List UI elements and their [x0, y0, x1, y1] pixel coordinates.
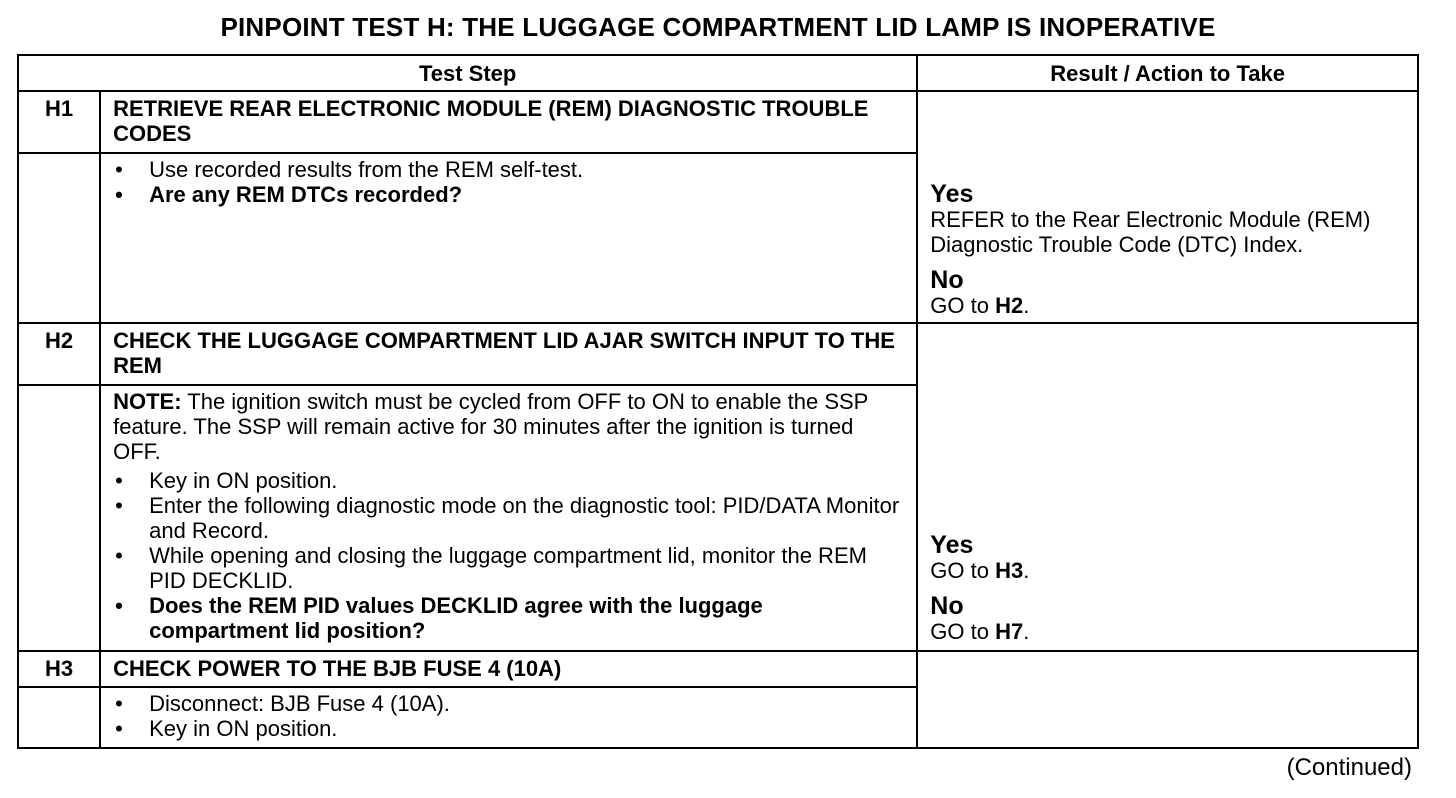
bullet-icon: •: [115, 543, 123, 568]
bullet-icon: •: [115, 716, 123, 741]
h1-no-action: [930, 293, 1405, 318]
h1-no-suffix: .: [1023, 293, 1030, 318]
step-h3-blank-id: [18, 687, 100, 748]
h2-yes-prefix: GO to: [930, 558, 996, 583]
step-id-h3: H3: [18, 651, 100, 687]
h2-no-target: H7: [995, 619, 1024, 644]
list-item: [113, 493, 904, 543]
step-h3-body: [100, 687, 917, 748]
step-h3-heading: CHECK POWER TO THE BJB FUSE 4 (10A): [100, 651, 917, 687]
step-h2-blank-id: [18, 385, 100, 651]
page-title: PINPOINT TEST H: THE LUGGAGE COMPARTMENT LID LAMP IS INOPERATIVE: [220, 12, 1216, 42]
header-result-action: Result / Action to Take: [917, 55, 1418, 91]
step-id-h2: H2: [18, 323, 100, 385]
h1-yes-label: Yes: [930, 180, 974, 208]
list-item: [113, 468, 904, 493]
h2-yes-target: H3: [995, 558, 1024, 583]
h2-bullet-1: Key in ON position.: [149, 468, 338, 493]
step-h3-result: [917, 651, 1418, 748]
h2-yes-label: Yes: [930, 531, 974, 559]
h2-no-action: [930, 619, 1405, 644]
table-header-row: [18, 55, 1418, 91]
bullet-icon: •: [115, 593, 123, 618]
h1-yes-text: REFER to the Rear Electronic Module (REM) Diagnostic Trouble Code (DTC) Index.: [930, 207, 1371, 257]
step-h1-result: [917, 91, 1418, 323]
list-item: [113, 716, 904, 741]
h1-no-label: No: [930, 266, 964, 294]
h1-no-target: H2: [995, 293, 1024, 318]
step-h1-heading: RETRIEVE REAR ELECTRONIC MODULE (REM) DIAGNOSTIC TROUBLE CODES: [100, 91, 917, 153]
bullet-icon: •: [115, 691, 123, 716]
step-id-h1: H1: [18, 91, 100, 153]
h2-yes-action: [930, 558, 1405, 583]
h1-bullet-1: Use recorded results from the REM self-test.: [149, 157, 584, 182]
h2-no-suffix: .: [1023, 619, 1030, 644]
h2-no-label: No: [930, 592, 964, 620]
h2-bullet-4: Does the REM PID values DECKLID agree with the luggage compartment lid position?: [149, 593, 763, 643]
h2-note: [113, 389, 904, 464]
h2-note-label: NOTE:: [113, 389, 182, 414]
list-item: [113, 543, 904, 593]
bullet-icon: •: [115, 468, 123, 493]
header-test-step: Test Step: [18, 55, 917, 91]
step-h2-body: [100, 385, 917, 651]
list-item: [113, 182, 904, 207]
step-h2-heading-row: [18, 323, 1418, 385]
bullet-icon: •: [115, 493, 123, 518]
continued-label: (Continued): [1286, 754, 1412, 781]
h2-no-prefix: GO to: [930, 619, 996, 644]
list-item: [113, 691, 904, 716]
step-h2-result: [917, 323, 1418, 651]
h3-bullet-2: Key in ON position.: [149, 716, 338, 741]
step-h1-blank-id: [18, 153, 100, 323]
bullet-icon: •: [115, 182, 123, 207]
list-item: [113, 593, 904, 643]
h2-bullet-3: While opening and closing the luggage compartment lid, monitor the REM PID DECKLID.: [149, 543, 867, 593]
h2-yes-suffix: .: [1023, 558, 1030, 583]
step-h2-heading: CHECK THE LUGGAGE COMPARTMENT LID AJAR SWITCH INPUT TO THE REM: [100, 323, 917, 385]
h1-no-prefix: GO to: [930, 293, 996, 318]
list-item: [113, 157, 904, 182]
h1-bullet-2: Are any REM DTCs recorded?: [149, 182, 463, 207]
step-h3-heading-row: [18, 651, 1418, 687]
step-h1-heading-row: [18, 91, 1418, 153]
bullet-icon: •: [115, 157, 123, 182]
h2-note-text: The ignition switch must be cycled from OFF to ON to enable the SSP feature. The SSP will remain active for 30 minutes after the ignition is turned OFF.: [113, 389, 868, 464]
step-h1-body: [100, 153, 917, 323]
pinpoint-test-table: [17, 54, 1419, 749]
h3-bullet-1: Disconnect: BJB Fuse 4 (10A).: [149, 691, 450, 716]
h2-bullet-2: Enter the following diagnostic mode on the diagnostic tool: PID/DATA Monitor and Record.: [149, 493, 900, 543]
